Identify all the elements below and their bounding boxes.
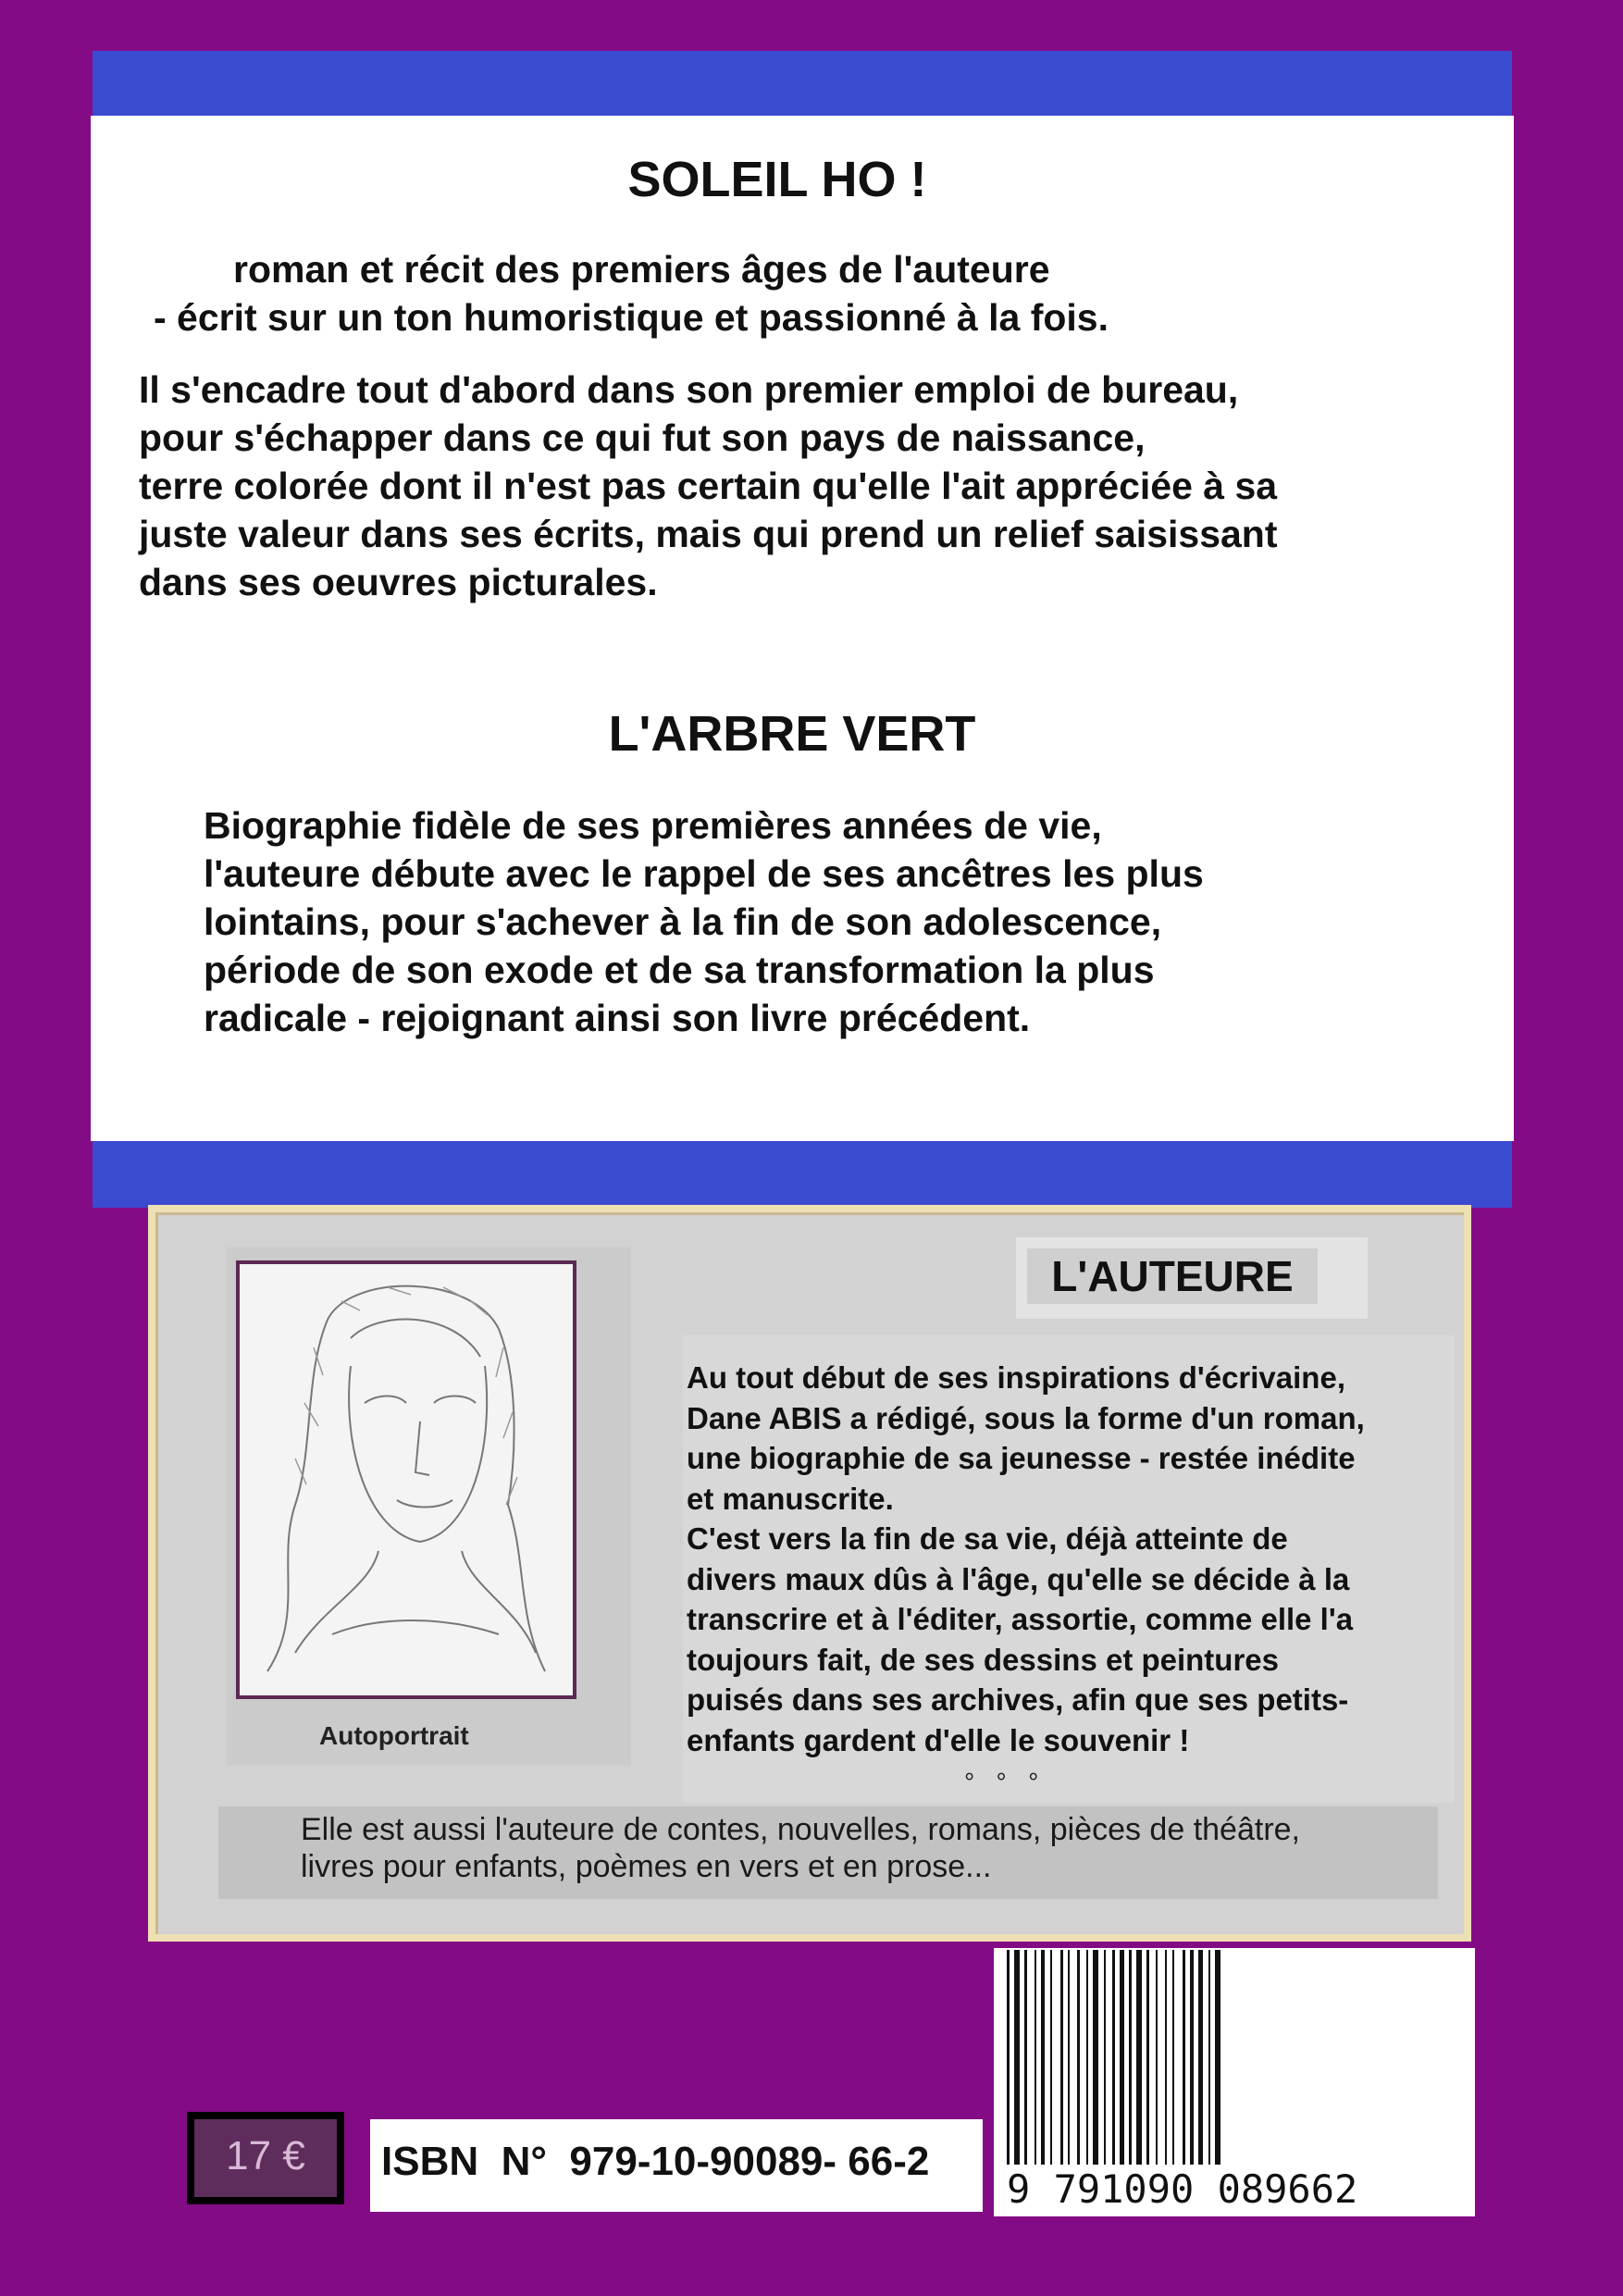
- barcode-bar: [1104, 1950, 1106, 2165]
- barcode-bar: [1129, 1950, 1132, 2165]
- bio-line: C'est vers la fin de sa vie, déjà atteinte de: [687, 1521, 1288, 1556]
- book2-description: [204, 801, 1499, 1042]
- bio-line: toujours fait, de ses dessins et peintures: [687, 1642, 1280, 1677]
- also-text: [301, 1811, 1430, 1885]
- barcode-bar: [1007, 1950, 1010, 2165]
- portrait-image: [236, 1260, 576, 1699]
- book1-line: terre colorée dont il n'est pas certain qu'elle l'ait appréciée à sa: [139, 465, 1278, 507]
- book1-line: roman et récit des premiers âges de l'auteure: [233, 248, 1050, 291]
- bio-line: divers maux dûs à l'âge, qu'elle se décide à la: [687, 1561, 1350, 1596]
- barcode-bar: [1190, 1950, 1194, 2165]
- barcode-bar: [1215, 1950, 1220, 2165]
- barcode-bar: [1120, 1950, 1124, 2165]
- barcode: [994, 1950, 1475, 2165]
- book1-description: [139, 245, 1499, 606]
- bio-line: transcrire et à l'éditer, assortie, comme elle l'a: [687, 1602, 1354, 1636]
- barcode-bar: [1198, 1950, 1203, 2165]
- barcode-bar: [1183, 1950, 1185, 2165]
- bio-line: une biographie de sa jeunesse - restée inédite: [687, 1441, 1356, 1475]
- barcode-bar: [1077, 1950, 1080, 2165]
- barcode-box: [994, 1948, 1475, 2216]
- price-label: 17 €: [226, 2133, 305, 2178]
- barcode-bar: [1165, 1950, 1167, 2165]
- barcode-bar: [1024, 1950, 1027, 2165]
- barcode-bar: [1208, 1950, 1210, 2165]
- also-line: Elle est aussi l'auteure de contes, nouvelles, romans, pièces de théâtre,: [301, 1812, 1300, 1847]
- barcode-digits: 9 791090 089662: [1007, 2166, 1358, 2212]
- barcode-bar: [1060, 1950, 1063, 2165]
- book2-title: L'ARBRE VERT: [608, 706, 976, 762]
- portrait-caption: Autoportrait: [319, 1721, 469, 1750]
- barcode-bar: [1014, 1950, 1020, 2165]
- book1-line: pour s'échapper dans ce qui fut son pays de naissance,: [139, 416, 1146, 459]
- barcode-bar: [1086, 1950, 1088, 2165]
- book1-title: SOLEIL HO !: [627, 152, 927, 207]
- author-heading: L'AUTEURE: [1051, 1252, 1294, 1300]
- book1-line: Il s'encadre tout d'abord dans son premier emploi de bureau,: [139, 368, 1239, 411]
- bio-line: enfants gardent d'elle le souvenir !: [687, 1722, 1190, 1757]
- barcode-bar: [1146, 1950, 1149, 2165]
- book2-line: lointains, pour s'achever à la fin de son adolescence,: [204, 900, 1162, 943]
- book1-line: - écrit sur un ton humoristique et passionné à la fois.: [154, 296, 1109, 339]
- book2-line: Biographie fidèle de ses premières années de vie,: [204, 804, 1102, 847]
- bio-line: Dane ABIS a rédigé, sous la forme d'un roman,: [687, 1400, 1365, 1435]
- also-line: livres pour enfants, poèmes en vers et en prose...: [301, 1849, 992, 1884]
- barcode-bar: [1172, 1950, 1174, 2165]
- author-bio: [687, 1358, 1455, 1760]
- barcode-bar: [1050, 1950, 1052, 2165]
- book1-line: dans ses oeuvres picturales.: [139, 561, 658, 603]
- book2-line: l'auteure débute avec le rappel de ses ancêtres les plus: [204, 852, 1204, 895]
- separator-dots: ° ° °: [964, 1768, 1039, 1796]
- barcode-bar: [1068, 1950, 1070, 2165]
- bio-line: puisés dans ses archives, afin que ses petits-: [687, 1682, 1349, 1717]
- barcode-bar: [1156, 1950, 1158, 2165]
- barcode-bar: [1041, 1950, 1045, 2165]
- bio-line: Au tout début de ses inspirations d'écrivaine,: [687, 1360, 1345, 1395]
- barcode-bar: [1035, 1950, 1036, 2165]
- book2-line: période de son exode et de sa transformation la plus: [204, 949, 1155, 991]
- book1-line: juste valeur dans ses écrits, mais qui prend un relief saisissant: [139, 513, 1278, 555]
- barcode-bar: [1112, 1950, 1115, 2165]
- isbn-label: ISBN N° 979-10-90089- 66-2: [381, 2139, 930, 2184]
- book2-line: radicale - rejoignant ainsi son livre précédent.: [204, 997, 1031, 1039]
- self-portrait-sketch: [240, 1264, 573, 1695]
- barcode-bar: [1093, 1950, 1098, 2165]
- bio-line: et manuscrite.: [687, 1481, 894, 1516]
- barcode-bar: [1136, 1950, 1142, 2165]
